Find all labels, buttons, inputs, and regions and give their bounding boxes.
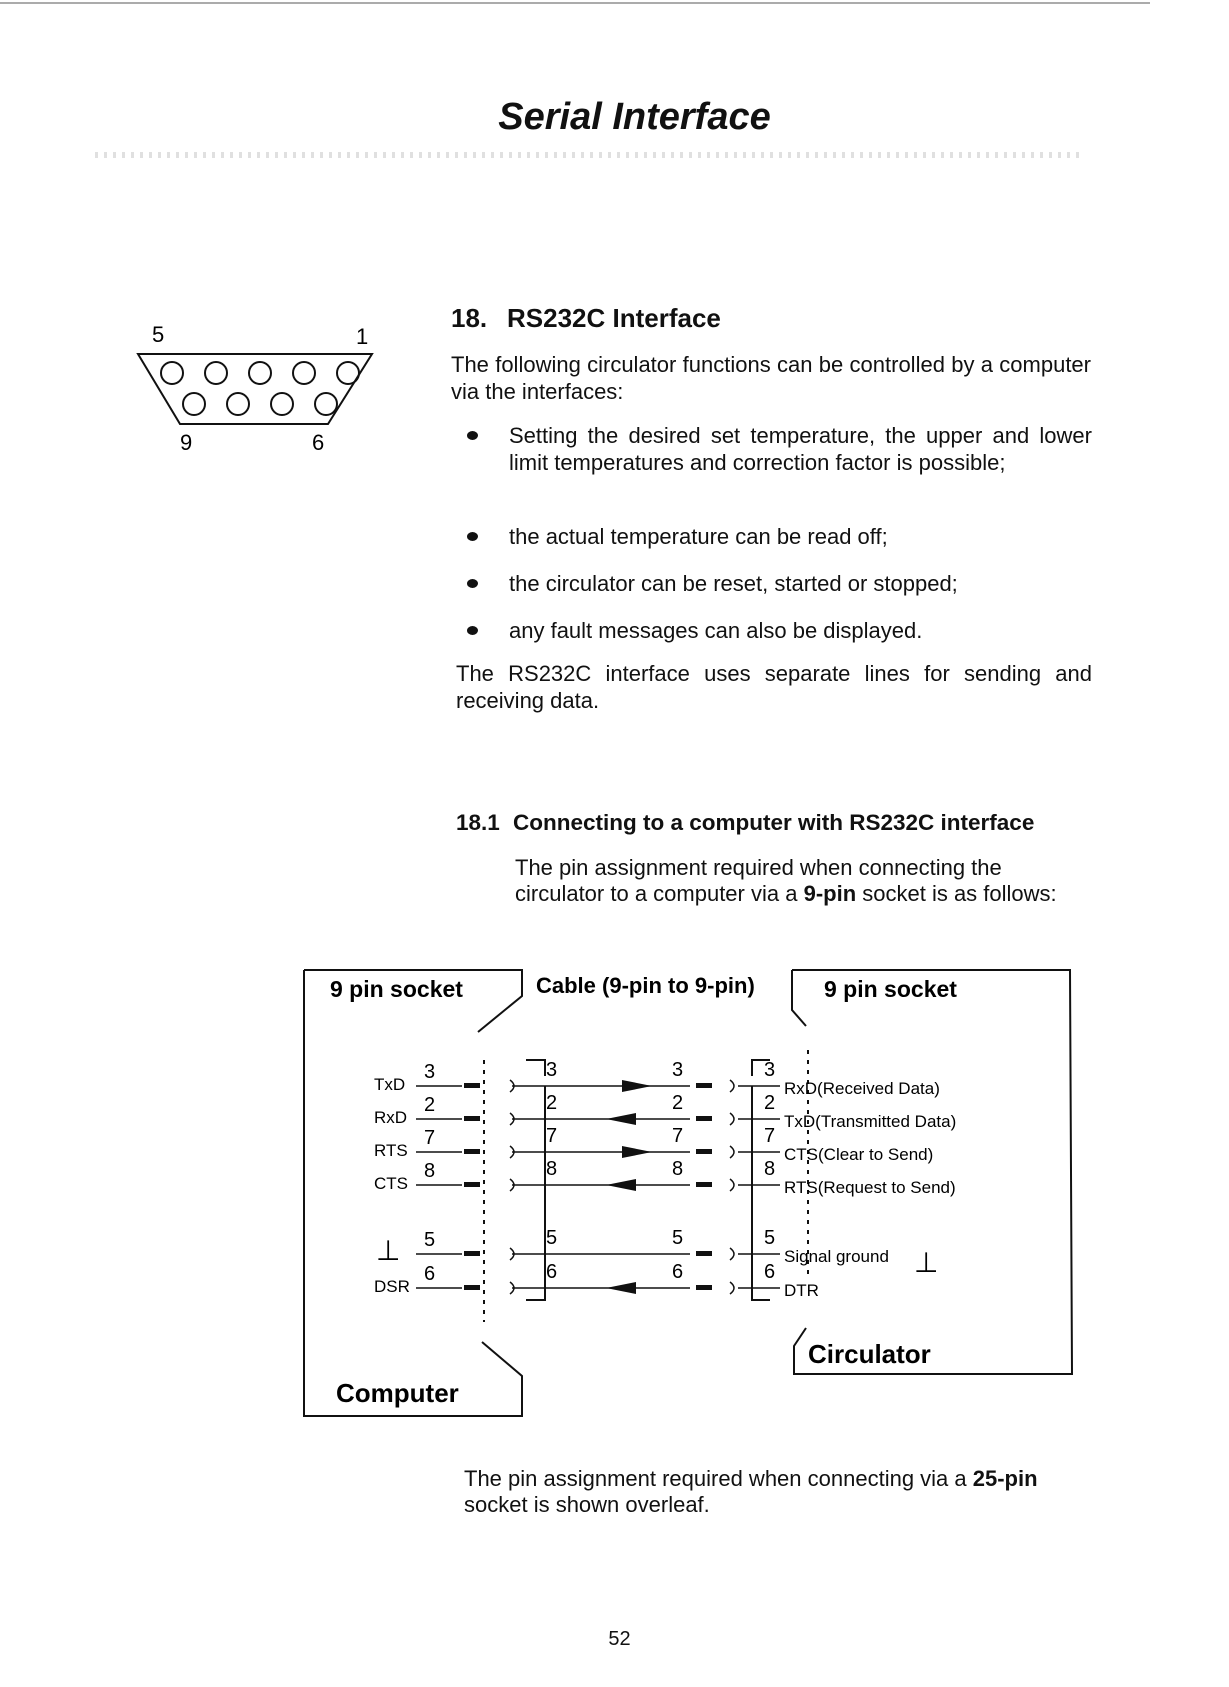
cable-title: Cable (9-pin to 9-pin) — [536, 973, 755, 998]
subsection-text — [515, 855, 1091, 907]
section-number: 18. — [451, 303, 488, 333]
page-number: 52 — [608, 1628, 631, 1650]
bullet-item — [467, 617, 1092, 644]
bullet-text: the actual temperature can be read off; — [509, 524, 888, 549]
left-pin-number: 5 — [424, 1229, 436, 1251]
cable-pin-left: 5 — [546, 1227, 558, 1249]
circulator-pin-number: 6 — [764, 1261, 776, 1283]
section-outro: The RS232C interface uses separate lines for sending and receiving data. — [456, 661, 1092, 713]
bullet-icon — [467, 431, 478, 440]
right-cable-contact — [696, 1182, 712, 1187]
left-pin-number: 6 — [424, 1263, 436, 1285]
left-pin-number: 3 — [424, 1061, 436, 1083]
section-title: RS232C Interface — [507, 303, 721, 333]
left-signal-label: RxD — [374, 1108, 408, 1127]
arrow-left-icon — [606, 1179, 636, 1191]
bullet-item — [467, 422, 1092, 476]
left-ground-icon: ⊥ — [376, 1235, 401, 1266]
subsection-heading — [456, 810, 1034, 836]
subsection-number: 18.1 — [456, 810, 500, 835]
footer-text — [464, 1466, 1104, 1518]
left-box-title: 9 pin socket — [330, 976, 463, 1002]
cable-pin-left: 8 — [546, 1158, 558, 1180]
right-signal-label: RxD(Received Data) — [784, 1079, 940, 1098]
circulator-pin-number: 8 — [764, 1158, 776, 1180]
bullet-icon — [467, 579, 478, 588]
connector-shell — [138, 354, 372, 424]
cable-pin-left: 6 — [546, 1261, 558, 1283]
arrow-left-icon — [606, 1113, 636, 1125]
circulator-pin-number: 5 — [764, 1227, 776, 1249]
title-underline — [95, 152, 1085, 158]
footer-text-part: socket is shown overleaf. — [464, 1492, 710, 1517]
circulator-plug — [730, 1113, 734, 1125]
left-pin-number: 7 — [424, 1127, 436, 1149]
cable-pin-right: 8 — [672, 1158, 684, 1180]
arrow-right-icon — [622, 1080, 652, 1092]
left-pin-contact — [464, 1149, 480, 1154]
cable-pin-left: 7 — [546, 1125, 558, 1147]
left-pin-number: 8 — [424, 1160, 436, 1182]
bullet-item — [467, 570, 1092, 597]
connector-label-6: 6 — [312, 430, 325, 455]
left-pin-contact — [464, 1083, 480, 1088]
right-signal-label: Signal ground — [784, 1247, 889, 1266]
left-signal-label: DSR — [374, 1277, 410, 1296]
footer-text-part: The pin assignment required when connecting via a — [464, 1466, 973, 1491]
cable-left-bracket — [526, 1060, 545, 1300]
computer-box-outline — [304, 970, 522, 1416]
circulator-plug — [730, 1179, 734, 1191]
connector-pins-top — [161, 362, 359, 384]
footer-text-bold: 25-pin — [972, 1466, 1038, 1491]
right-signal-label: DTR — [784, 1281, 819, 1300]
cable-pin-right: 3 — [672, 1059, 684, 1081]
cable-pin-left: 2 — [546, 1092, 558, 1114]
arrow-left-icon — [606, 1282, 636, 1294]
bullet-text: the circulator can be reset, started or stopped; — [509, 571, 958, 596]
cable-pin-right: 2 — [672, 1092, 684, 1114]
bullet-icon — [467, 626, 478, 635]
arrow-right-icon — [622, 1146, 652, 1158]
section-heading — [451, 303, 721, 334]
bullet-icon — [467, 532, 478, 541]
left-signal-label: RTS — [374, 1141, 408, 1160]
right-cable-contact — [696, 1251, 712, 1256]
bullet-text: any fault messages can also be displayed. — [509, 618, 923, 643]
bullet-item — [467, 523, 1092, 550]
right-signal-label: CTS(Clear to Send) — [784, 1145, 934, 1164]
left-pin-contact — [464, 1285, 480, 1290]
right-ground-icon: ⊥ — [914, 1247, 939, 1278]
wire-rows — [374, 1059, 956, 1300]
cable-pin-right: 5 — [672, 1227, 684, 1249]
pin-assignment-diagram — [300, 950, 1100, 1420]
left-pin-contact — [464, 1251, 480, 1256]
circulator-plug — [730, 1248, 734, 1260]
connector-label-5: 5 — [152, 322, 165, 347]
subsection-title: Connecting to a computer with RS232C interface — [513, 810, 1035, 835]
cable-pin-right: 6 — [672, 1261, 684, 1283]
connector-label-9: 9 — [180, 430, 193, 455]
circulator-pin-number: 2 — [764, 1092, 776, 1114]
circulator-plug — [730, 1146, 734, 1158]
bullet-text: Setting the desired set temperature, the upper and lower limit temperatures and correction factor is possible; — [509, 423, 1092, 475]
section-intro: The following circulator functions can be controlled by a computer via the interfaces: — [451, 352, 1091, 404]
page-title: Serial Interface — [498, 96, 771, 138]
subsection-text-bold: 9-pin — [803, 881, 857, 906]
subsection-text-part: socket is as follows: — [856, 881, 1057, 906]
right-signal-label: TxD(Transmitted Data) — [784, 1112, 957, 1131]
right-signal-label: RTS(Request to Send) — [784, 1178, 956, 1197]
subsection-text-part: The pin assignment required when connecting the circulator to a computer via a — [515, 855, 1002, 906]
left-pin-contact — [464, 1182, 480, 1187]
circulator-pin-number: 3 — [764, 1059, 776, 1081]
right-box-footer: Circulator — [808, 1339, 931, 1369]
right-cable-contact — [696, 1083, 712, 1088]
left-signal-label: TxD — [374, 1075, 406, 1094]
db9-connector-figure — [130, 318, 390, 458]
left-signal-label: CTS — [374, 1174, 408, 1193]
left-pin-contact — [464, 1116, 480, 1121]
circulator-box-outline — [792, 970, 1072, 1374]
circulator-pin-number: 7 — [764, 1125, 776, 1147]
cable-pin-left: 3 — [546, 1059, 558, 1081]
circulator-plug — [730, 1282, 734, 1294]
right-cable-contact — [696, 1149, 712, 1154]
left-pin-number: 2 — [424, 1094, 436, 1116]
right-cable-contact — [696, 1285, 712, 1290]
top-rule — [0, 2, 1150, 4]
right-box-title: 9 pin socket — [824, 976, 957, 1002]
connector-pins-bottom — [183, 393, 337, 415]
right-cable-contact — [696, 1116, 712, 1121]
left-box-footer: Computer — [336, 1378, 459, 1408]
circulator-plug — [730, 1080, 734, 1092]
cable-pin-right: 7 — [672, 1125, 684, 1147]
connector-label-1: 1 — [356, 324, 369, 349]
